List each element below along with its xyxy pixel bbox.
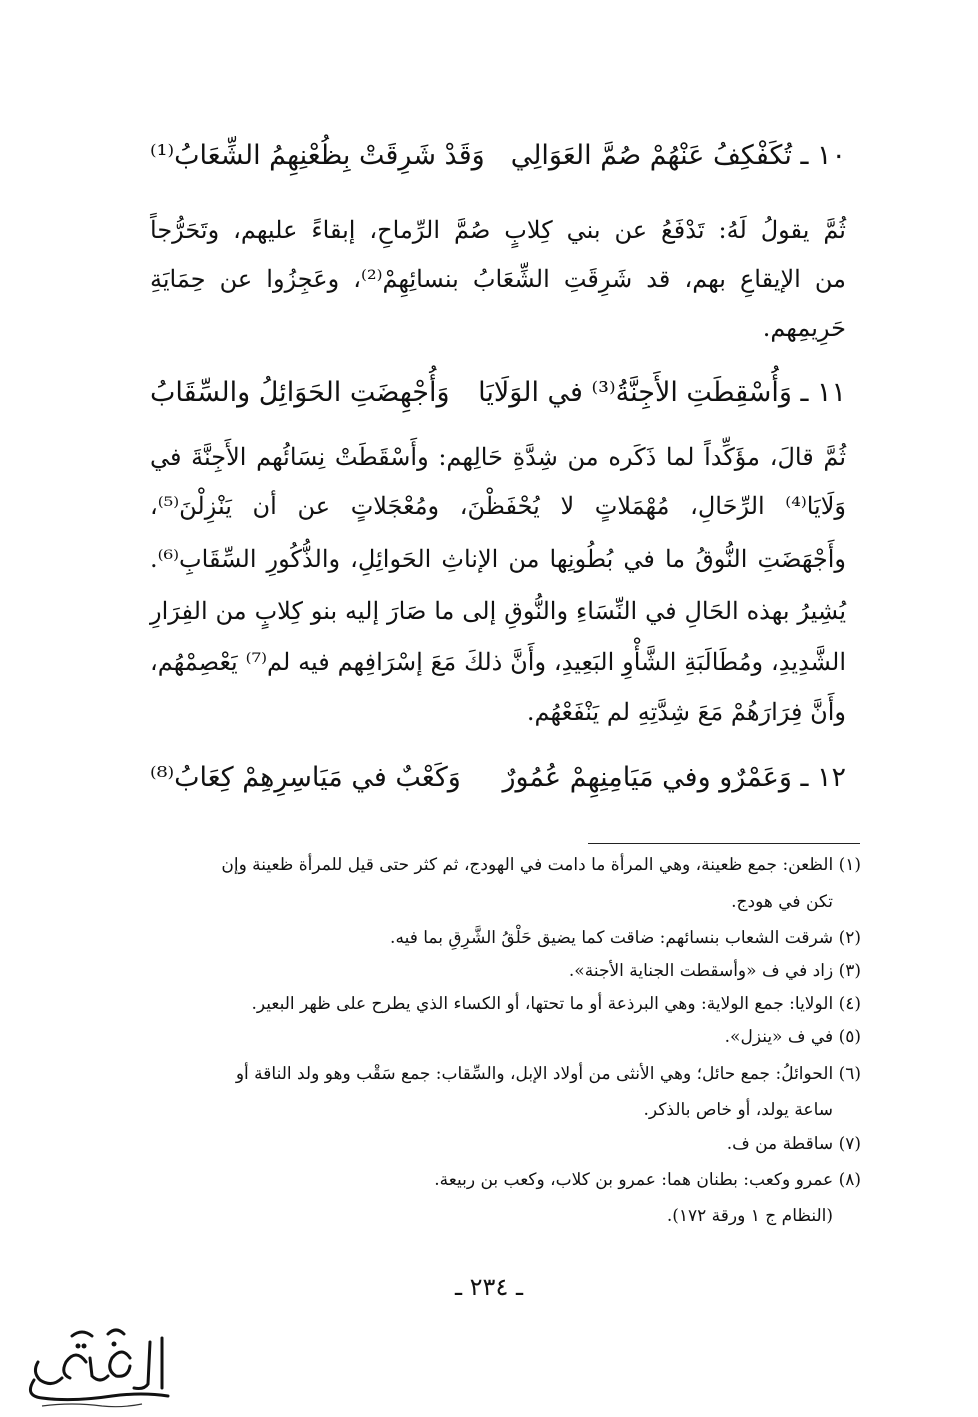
- footnote-4: (٤) الولايا: جمع الولاية: وهي البرذعة أو ما تحتها، أو الكساء الذي يطرح على ظهر البعير.: [251, 994, 861, 1014]
- footnote-5: (٥) في ف «ينزل».: [724, 1027, 861, 1047]
- commentary-line: وأَجْهَضَتِ النُّوقُ ما في بُطُونِها من الإناثِ الحَوائِلِ، والذُّكُورِ السِّقَابِ⁽⁶⁾.: [150, 545, 846, 573]
- commentary-line: ثُمَّ قالَ، مؤَكِّداً لما ذَكَره من شِدَّةِ حَالِهم: وأَسْقَطَتْ نِسَائُهم الأَجِنَّةَ في: [150, 443, 846, 471]
- commentary-line: ثُمَّ يقولُ لَهُ: تَدْفَعُ عن بني كِلابٍ صُمَّ الرِّماحِ، إبقاءً عليهم، وتَحَرُّجاً: [150, 216, 846, 244]
- verse-10-second-hemistich: وَقَدْ شَرِقَتْ بِظُعْنِهِمُ الشِّعَابُ⁽¹⁾: [150, 140, 485, 171]
- commentary-line: الشَّدِيدِ، ومُطَالَبَةِ الشَّأْوِ البَعِيدِ، وأَنَّ ذلكَ مَعَ إسْرَافِهم فيه لم⁽⁷⁾ يَعْصِمْهُم،: [150, 648, 847, 676]
- footnote-separator: [588, 843, 860, 844]
- verse-10-first-hemistich: ١٠ ـ تُكَفْكِفُ عَنْهُمْ صُمَّ العَوَالِي: [510, 140, 846, 171]
- footnote-1-continued: تكن في هودج.: [731, 892, 833, 912]
- verse-12-second-hemistich: وَكَعْبٌ في مَيَاسِرِهِمْ كِعَابُ⁽⁸⁾: [150, 762, 461, 793]
- footnote-2: (٢) شرقت الشعاب بنسائهم: ضاقت كما يضيق حَلْقُ الشَّرِقِ بما فيه.: [390, 928, 861, 948]
- footnote-6: (٦) الحوائلُ: جمع حائل؛ وهي الأنثى من أولاد الإبل، والسِّقاب: جمع سَقْب وهو ولد الناقة أو: [235, 1064, 861, 1084]
- commentary-line: وأَنَّ فِرَارَهُمْ مَعَ شِدَّتِهِ لم يَنْفَعْهُم.: [526, 698, 846, 726]
- footnote-1: (١) الظعن: جمع ظعينة، وهي المرأة ما دامت في الهودج، ثم كثر حتى قيل للمرأة ظعينة وإن: [221, 855, 861, 875]
- page-number: ـ ٢٣٤ ـ: [454, 1273, 523, 1301]
- footnote-7: (٧) ساقطة من ف.: [726, 1134, 861, 1154]
- footnote-6-continued: ساعة يولد، أو خاص بالذكر.: [643, 1100, 833, 1120]
- commentary-line: من الإيقاعِ بهم، قد شَرِقَتِ الشِّعَابُ بنسائِهِمْ⁽²⁾، وعَجِزُوا عن حِمَايَةِ: [150, 265, 846, 293]
- footnote-3: (٣) زاد في ف «وأسقطت الجناية الأجنة».: [568, 961, 861, 981]
- footnote-8: (٨) عمرو وكعب: بطنان هما: عمرو بن كلاب، وكعب بن ربيعة.: [434, 1170, 861, 1190]
- commentary-line: وَلَايَا⁽⁴⁾ الرِّحَالِ، مُهْمَلاتٍ لا يُحْفَظْنَ، ومُعْجَلاتٍ عن أن يَنْزِلْنَ⁽⁵⁾،: [150, 492, 846, 520]
- verse-11-second-hemistich: وَأُجْهِضَتِ الحَوَائِلُ والسِّقَابُ: [150, 377, 450, 408]
- calligraphy-logo: [12, 1318, 182, 1410]
- verse-12-first-hemistich: ١٢ ـ وَعَمْرٌو وفي مَيَامِنِهِمْ عُمُورٌ: [502, 762, 846, 793]
- commentary-line: يُشِيرُ بهذه الحَالِ في النِّسَاءِ والنُّوقِ إلى ما صَارَ إليه بنو كِلابٍ من الفِرَارِ: [150, 597, 846, 625]
- footnote-8-source: (النظام ج ١ ورقة ١٧٢).: [666, 1206, 833, 1226]
- verse-11-first-hemistich: ١١ ـ وَأُسْقِطَتِ الأَجِنَّةُ⁽³⁾ في الوَلَايَا: [478, 377, 846, 408]
- commentary-line: حَرِيمِهم.: [762, 314, 846, 342]
